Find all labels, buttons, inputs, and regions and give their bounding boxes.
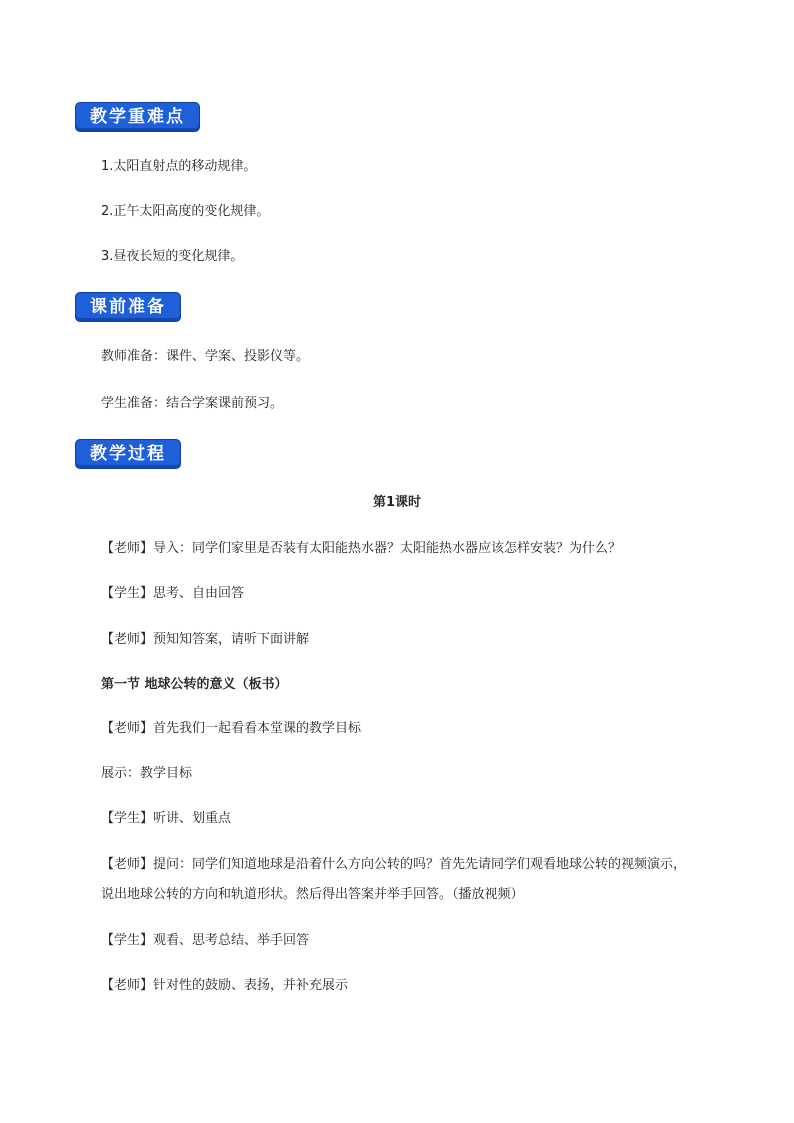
- process-line-5: 【老师】首先我们一起看看本堂课的教学目标: [101, 721, 362, 736]
- process-line-7: 【学生】听讲、划重点: [101, 811, 232, 826]
- process-line-2: 【学生】思考、自由回答: [101, 586, 245, 601]
- process-line-3: 【老师】预知知答案，请听下面讲解: [101, 632, 310, 647]
- key-point-3: 3.昼夜长短的变化规律。: [101, 249, 244, 264]
- process-line-8: 【老师】提问：同学们知道地球是沿着什么方向公转的吗？首先先请同学们观看地球公转的视频演示，: [101, 857, 687, 872]
- process-line-6: 展示：教学目标: [101, 766, 193, 781]
- section-heading-earth-revolution: 第一节 地球公转的意义（板书）: [101, 677, 288, 692]
- process-line-10: 【老师】针对性的鼓励、表扬，并补充展示: [101, 978, 349, 993]
- process-line-9: 【学生】观看、思考总结、举手回答: [101, 933, 310, 948]
- process-line-1: 【老师】导入：同学们家里是否装有太阳能热水器？太阳能热水器应该怎样安装？为什么？: [101, 541, 622, 556]
- process-line-8-cont: 说出地球公转的方向和轨道形状。然后得出答案并举手回答。（播放视频）: [101, 887, 524, 902]
- section-badge-process: 教学过程: [76, 440, 180, 468]
- lesson-title: 第1课时: [372, 495, 422, 510]
- teacher-preparation: 教师准备：课件、学案、投影仪等。: [101, 349, 310, 364]
- student-preparation: 学生准备：结合学案课前预习。: [101, 396, 284, 411]
- section-badge-key-points: 教学重难点: [76, 103, 199, 131]
- key-point-2: 2.正午太阳高度的变化规律。: [101, 204, 270, 219]
- key-point-1: 1.太阳直射点的移动规律。: [101, 159, 257, 174]
- section-badge-preparation: 课前准备: [76, 293, 180, 321]
